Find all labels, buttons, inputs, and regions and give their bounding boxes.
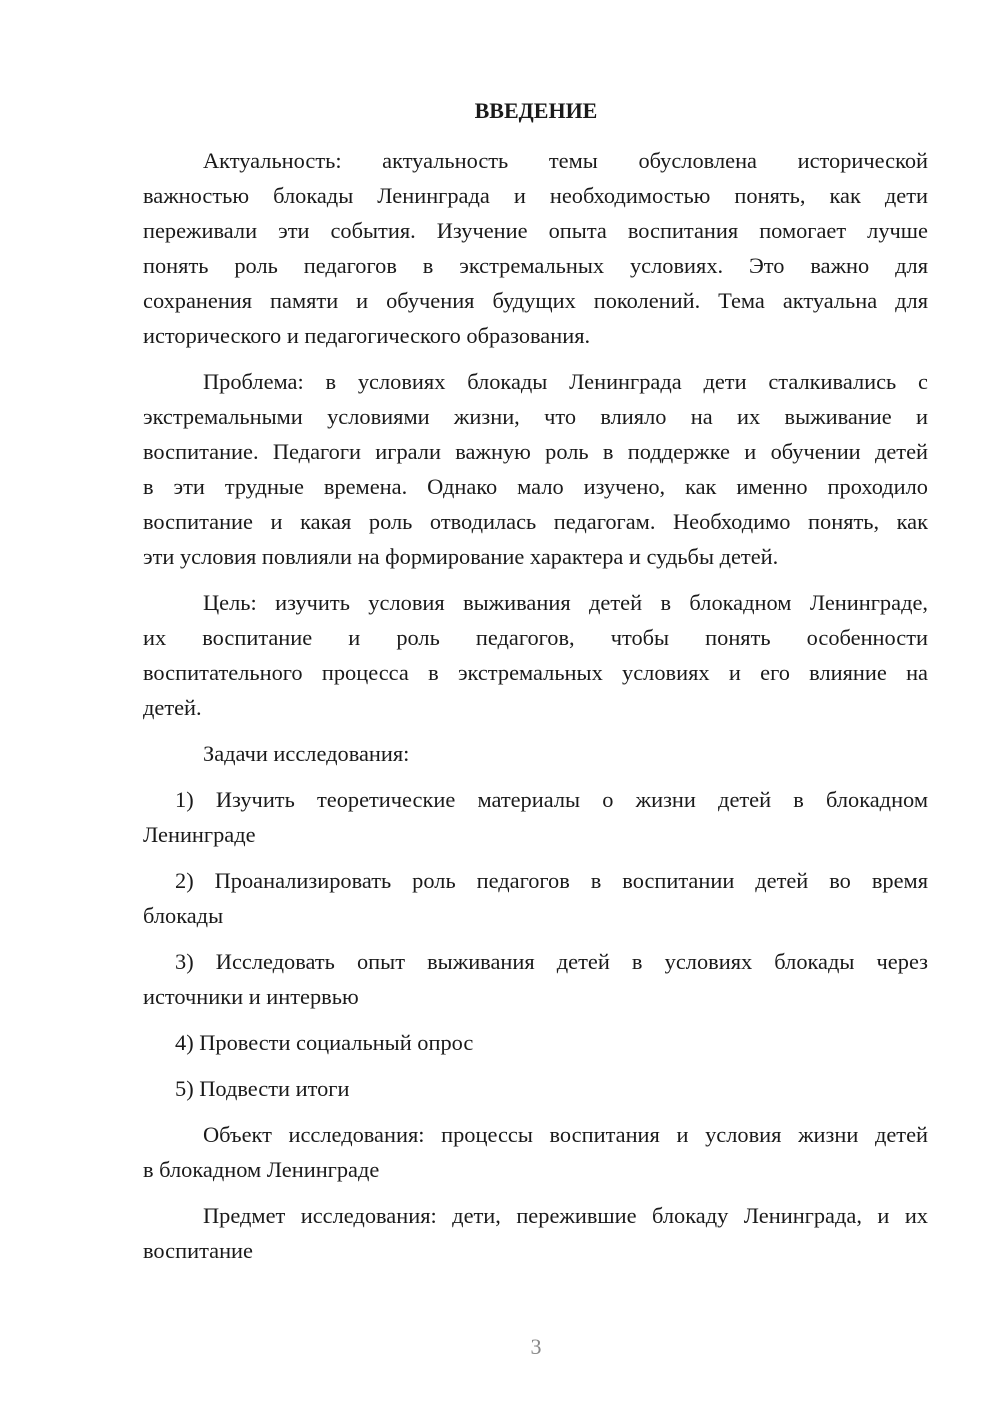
page-number: 3 <box>530 1334 542 1359</box>
paragraph <box>143 736 928 771</box>
text-line: 1) Изучить теоретические материалы о жизни детей в блокадном <box>175 787 928 812</box>
text-line: Предмет исследования: дети, пережившие блокаду Ленинграда, и их <box>203 1203 928 1228</box>
text-line: переживали эти события. Изучение опыта воспитания помогает лучше <box>143 218 928 243</box>
text-line: Задачи исследования: <box>203 741 410 766</box>
text-line: экстремальными условиями жизни, что влияло на их выживание и <box>143 404 928 429</box>
text-line: Объект исследования: процессы воспитания и условия жизни детей <box>203 1122 928 1147</box>
text-line: воспитание и какая роль отводилась педагогам. Необходимо понять, как <box>143 509 928 534</box>
text-line: 5) Подвести итоги <box>175 1076 350 1101</box>
text-line: воспитание <box>143 1238 253 1263</box>
section-heading: ВВЕДЕНИЕ <box>474 98 598 123</box>
text-line: детей. <box>143 695 202 720</box>
text-line: Ленинграде <box>143 822 256 847</box>
document-body <box>143 143 928 1279</box>
text-line: в блокадном Ленинграде <box>143 1157 380 1182</box>
text-line: 3) Исследовать опыт выживания детей в условиях блокады через <box>175 949 928 974</box>
text-line: Актуальность: актуальность темы обусловлена исторической <box>203 148 928 173</box>
text-line: их воспитание и роль педагогов, чтобы понять особенности <box>143 625 928 650</box>
text-line: воспитание. Педагоги играли важную роль в поддержке и обучении детей <box>143 439 928 464</box>
text-line: эти условия повлияли на формирование характера и судьбы детей. <box>143 544 779 569</box>
text-line: блокады <box>143 903 224 928</box>
text-line: сохранения памяти и обучения будущих поколений. Тема актуальна для <box>143 288 928 313</box>
paragraph <box>143 143 928 353</box>
paragraph <box>143 1198 928 1268</box>
paragraph <box>143 585 928 725</box>
text-line: понять роль педагогов в экстремальных условиях. Это важно для <box>143 253 928 278</box>
text-line: важностью блокады Ленинграда и необходимостью понять, как дети <box>143 183 928 208</box>
paragraph <box>143 1025 928 1060</box>
text-line: Цель: изучить условия выживания детей в блокадном Ленинграде, <box>203 590 928 615</box>
text-line: воспитательного процесса в экстремальных условиях и его влияние на <box>143 660 928 685</box>
paragraph <box>143 1117 928 1187</box>
paragraph <box>143 782 928 852</box>
text-line: исторического и педагогического образования. <box>143 323 591 348</box>
text-line: Проблема: в условиях блокады Ленинграда дети сталкивались с <box>203 369 928 394</box>
paragraph <box>143 1071 928 1106</box>
text-line: в эти трудные времена. Однако мало изучено, как именно проходило <box>143 474 928 499</box>
text-line: 2) Проанализировать роль педагогов в воспитании детей во время <box>175 868 928 893</box>
paragraph <box>143 944 928 1014</box>
text-line: источники и интервью <box>143 984 359 1009</box>
text-line: 4) Провести социальный опрос <box>175 1030 474 1055</box>
paragraph <box>143 364 928 574</box>
paragraph <box>143 863 928 933</box>
